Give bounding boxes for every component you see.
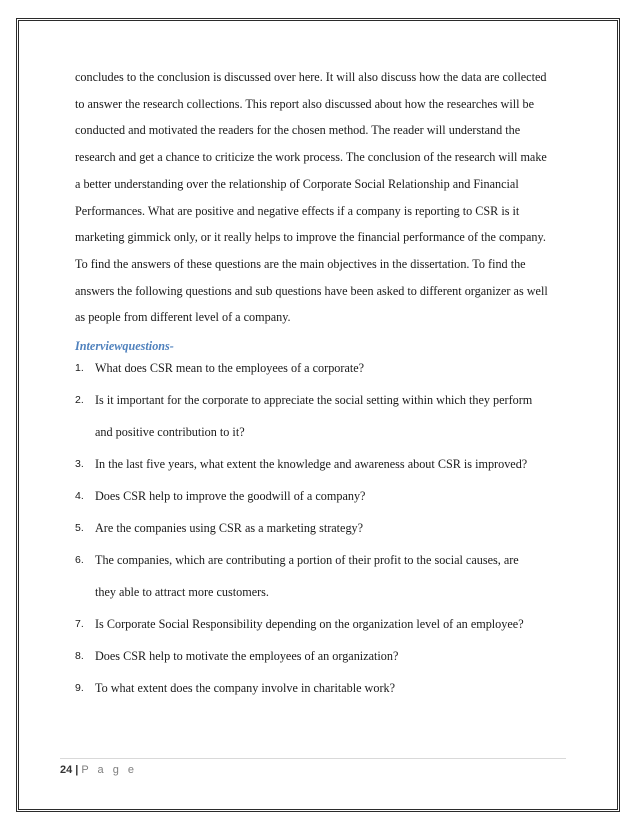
question-item xyxy=(75,515,575,541)
page-label: P a g e xyxy=(81,764,137,776)
interview-questions-list xyxy=(75,355,575,701)
question-text: Does CSR help to improve the goodwill of a company? xyxy=(95,489,366,504)
section-heading: Interviewquestions- xyxy=(75,339,174,354)
question-number: 5. xyxy=(75,522,84,535)
question-item xyxy=(75,387,575,445)
question-item xyxy=(75,547,575,605)
question-text: Are the companies using CSR as a marketing strategy? xyxy=(95,521,364,536)
page-number: 24 xyxy=(60,764,73,776)
page-footer xyxy=(60,764,137,776)
body-paragraph xyxy=(75,64,575,331)
question-text: What does CSR mean to the employees of a corporate? xyxy=(95,361,365,376)
paragraph-line: To find the answers of these questions are the main objectives in the dissertation. To find the xyxy=(75,256,526,271)
paragraph-line: marketing gimmick only, or it really helps to improve the financial performance of the company. xyxy=(75,230,546,245)
question-text-continued: they able to attract more customers. xyxy=(95,585,269,600)
paragraph-line: research and get a chance to criticize the work process. The conclusion of the research will make xyxy=(75,150,547,165)
paragraph-line: to answer the research collections. This report also discussed about how the researches will be xyxy=(75,96,535,111)
page-content xyxy=(75,64,575,707)
paragraph-line: as people from different level of a company. xyxy=(75,310,291,325)
footer-separator: | xyxy=(75,764,79,776)
question-item xyxy=(75,483,575,509)
question-number: 4. xyxy=(75,490,84,503)
paragraph-line: answers the following questions and sub questions have been asked to different organizer as well xyxy=(75,283,548,298)
paragraph-line: conducted and motivated the readers for the chosen method. The reader will understand the xyxy=(75,123,521,138)
question-text: To what extent does the company involve in charitable work? xyxy=(95,681,396,696)
question-number: 6. xyxy=(75,554,84,567)
question-text: The companies, which are contributing a portion of their profit to the social causes, are xyxy=(95,553,519,568)
question-number: 9. xyxy=(75,682,84,695)
question-item xyxy=(75,643,575,669)
question-number: 1. xyxy=(75,362,84,375)
question-text: In the last five years, what extent the knowledge and awareness about CSR is improved? xyxy=(95,457,528,472)
question-number: 8. xyxy=(75,650,84,663)
question-text: Is it important for the corporate to appreciate the social setting within which they perform xyxy=(95,393,533,408)
footer-divider xyxy=(60,758,566,759)
question-item xyxy=(75,675,575,701)
question-text-continued: and positive contribution to it? xyxy=(95,425,245,440)
question-item xyxy=(75,611,575,637)
question-item xyxy=(75,355,575,381)
question-text: Does CSR help to motivate the employees of an organization? xyxy=(95,649,399,664)
question-number: 7. xyxy=(75,618,84,631)
paragraph-line: a better understanding over the relationship of Corporate Social Relationship and Financial xyxy=(75,176,519,191)
question-number: 2. xyxy=(75,394,84,407)
paragraph-line: concludes to the conclusion is discussed over here. It will also discuss how the data are collected xyxy=(75,70,547,84)
question-item xyxy=(75,451,575,477)
question-number: 3. xyxy=(75,458,84,471)
question-text: Is Corporate Social Responsibility depending on the organization level of an employee? xyxy=(95,617,524,632)
paragraph-line: Performances. What are positive and negative effects if a company is reporting to CSR is it xyxy=(75,203,520,218)
